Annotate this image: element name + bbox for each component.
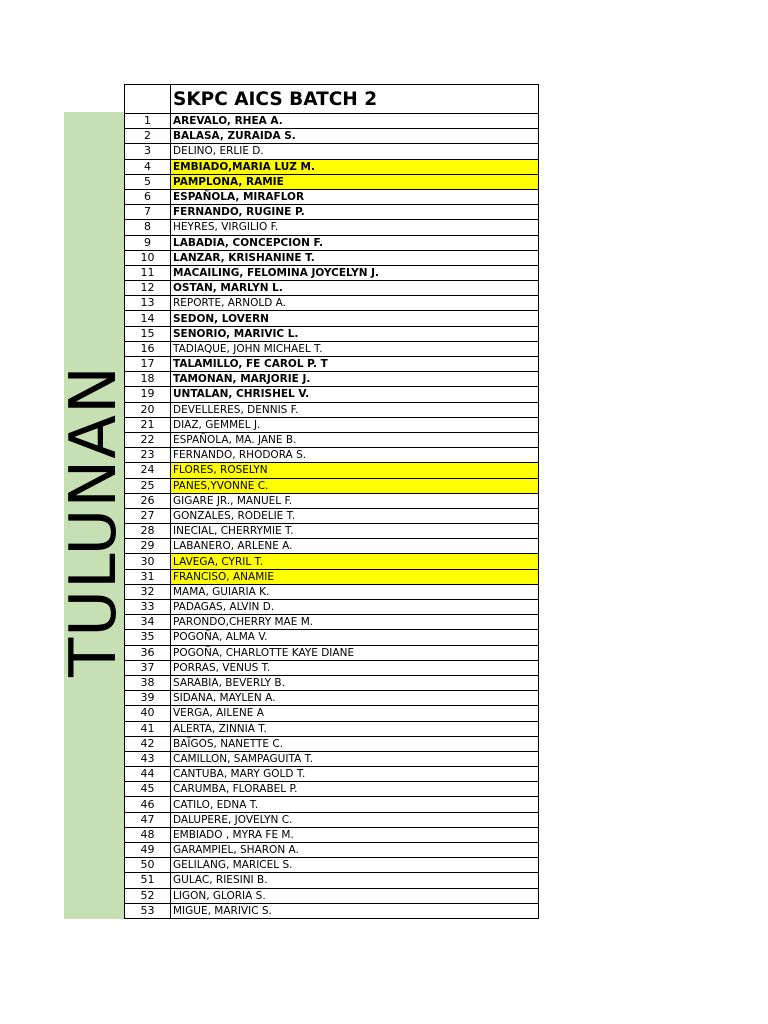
row-number: 39 <box>125 691 171 706</box>
row-number: 48 <box>125 827 171 842</box>
row-name: CARUMBA, FLORABEL P. <box>171 782 539 797</box>
table-row <box>125 767 539 782</box>
table-row <box>125 387 539 402</box>
row-number: 18 <box>125 372 171 387</box>
row-number: 53 <box>125 903 171 918</box>
row-number: 27 <box>125 508 171 523</box>
row-number: 31 <box>125 569 171 584</box>
row-number: 22 <box>125 432 171 447</box>
row-number: 6 <box>125 189 171 204</box>
table-row <box>125 721 539 736</box>
row-name: ESPAÑOLA, MIRAFLOR <box>171 189 539 204</box>
table-row <box>125 205 539 220</box>
row-number: 38 <box>125 675 171 690</box>
row-name: SENORIO, MARIVIC L. <box>171 326 539 341</box>
table-row <box>125 630 539 645</box>
row-name: OSTAN, MARLYN L. <box>171 281 539 296</box>
table-row <box>125 812 539 827</box>
row-number: 34 <box>125 615 171 630</box>
row-name: LABANERO, ARLENE A. <box>171 539 539 554</box>
row-name: PANES,YVONNE C. <box>171 478 539 493</box>
row-name: SEDON, LOVERN <box>171 311 539 326</box>
row-number: 1 <box>125 114 171 129</box>
row-name: FRANCISO, ANAMIE <box>171 569 539 584</box>
row-name: LANZAR, KRISHANINE T. <box>171 250 539 265</box>
row-name: VERGA, AILENE A <box>171 706 539 721</box>
row-number: 29 <box>125 539 171 554</box>
row-name: DALUPERE, JOVELYN C. <box>171 812 539 827</box>
table-row <box>125 357 539 372</box>
table-row <box>125 584 539 599</box>
table-row <box>125 660 539 675</box>
row-name: GELILANG, MARICEL S. <box>171 858 539 873</box>
row-name: CANTUBA, MARY GOLD T. <box>171 767 539 782</box>
row-name: MAMA, GUIARIA K. <box>171 584 539 599</box>
row-name: SIDANA, MAYLEN A. <box>171 691 539 706</box>
row-number: 26 <box>125 493 171 508</box>
table-row <box>125 493 539 508</box>
row-name: REPORTE, ARNOLD A. <box>171 296 539 311</box>
row-name: GULAC, RIESINI B. <box>171 873 539 888</box>
row-name: BAÏGOS, NANETTE C. <box>171 736 539 751</box>
table-row <box>125 417 539 432</box>
row-name: ALERTA, ZINNIA T. <box>171 721 539 736</box>
row-number: 49 <box>125 843 171 858</box>
header-num-cell <box>125 85 171 114</box>
table-row <box>125 296 539 311</box>
table-row <box>125 843 539 858</box>
row-name: FERNANDO, RUGINE P. <box>171 205 539 220</box>
row-number: 47 <box>125 812 171 827</box>
table-row <box>125 402 539 417</box>
row-name: LABADIA, CONCEPCION F. <box>171 235 539 250</box>
row-number: 41 <box>125 721 171 736</box>
row-name: TADIAQUE, JOHN MICHAEL T. <box>171 341 539 356</box>
row-number: 9 <box>125 235 171 250</box>
roster-table <box>124 84 539 919</box>
table-row <box>125 159 539 174</box>
row-name: AREVALO, RHEA A. <box>171 114 539 129</box>
row-name: PORRAS, VENUS T. <box>171 660 539 675</box>
table-row <box>125 615 539 630</box>
table-row <box>125 706 539 721</box>
row-number: 11 <box>125 265 171 280</box>
row-number: 4 <box>125 159 171 174</box>
table-row <box>125 675 539 690</box>
row-name: PARONDO,CHERRY MAE M. <box>171 615 539 630</box>
row-name: DELINO, ERLIE D. <box>171 144 539 159</box>
table-row <box>125 326 539 341</box>
table-row <box>125 372 539 387</box>
row-number: 36 <box>125 645 171 660</box>
table-row <box>125 524 539 539</box>
row-name: TALAMILLO, FE CAROL P. T <box>171 357 539 372</box>
row-number: 40 <box>125 706 171 721</box>
table-row <box>125 888 539 903</box>
row-name: FERNANDO, RHODORA S. <box>171 448 539 463</box>
row-number: 13 <box>125 296 171 311</box>
row-name: GIGARE JR., MANUEL F. <box>171 493 539 508</box>
table-row <box>125 311 539 326</box>
table-row <box>125 432 539 447</box>
side-label-container <box>57 112 131 919</box>
row-name: FLORES, ROSELYN <box>171 463 539 478</box>
row-name: PAMPLONA, RAMIE <box>171 174 539 189</box>
row-number: 3 <box>125 144 171 159</box>
row-number: 20 <box>125 402 171 417</box>
table-row <box>125 144 539 159</box>
row-number: 19 <box>125 387 171 402</box>
row-number: 2 <box>125 129 171 144</box>
row-number: 14 <box>125 311 171 326</box>
row-number: 42 <box>125 736 171 751</box>
row-number: 28 <box>125 524 171 539</box>
row-name: SARABIA, BEVERLY B. <box>171 675 539 690</box>
table-row <box>125 129 539 144</box>
table-row <box>125 220 539 235</box>
table-row <box>125 539 539 554</box>
row-name: DIAZ, GEMMEL J. <box>171 417 539 432</box>
row-number: 33 <box>125 600 171 615</box>
table-row <box>125 508 539 523</box>
table-row <box>125 250 539 265</box>
table-row <box>125 554 539 569</box>
table-row <box>125 189 539 204</box>
row-name: ESPAÑOLA, MA. JANE B. <box>171 432 539 447</box>
row-name: DEVELLERES, DENNIS F. <box>171 402 539 417</box>
table-row <box>125 797 539 812</box>
table-row <box>125 691 539 706</box>
table-row <box>125 736 539 751</box>
table-row <box>125 265 539 280</box>
row-name: EMBIADO , MYRA FE M. <box>171 827 539 842</box>
row-name: GARAMPIEL, SHARON A. <box>171 843 539 858</box>
table-row <box>125 782 539 797</box>
row-number: 7 <box>125 205 171 220</box>
row-name: MIGUE, MARIVIC S. <box>171 903 539 918</box>
row-name: INECIAL, CHERRYMIE T. <box>171 524 539 539</box>
header-row <box>125 85 539 114</box>
row-name: LAVEGA, CYRIL T. <box>171 554 539 569</box>
row-number: 17 <box>125 357 171 372</box>
table-row <box>125 873 539 888</box>
row-name: GONZALES, RODELIE T. <box>171 508 539 523</box>
table-row <box>125 827 539 842</box>
row-name: UNTALAN, CHRISHEL V. <box>171 387 539 402</box>
row-name: CATILO, EDNA T. <box>171 797 539 812</box>
row-number: 21 <box>125 417 171 432</box>
row-number: 35 <box>125 630 171 645</box>
sheet-title: SKPC AICS BATCH 2 <box>171 85 539 114</box>
row-number: 10 <box>125 250 171 265</box>
row-number: 32 <box>125 584 171 599</box>
row-name: EMBIADO,MARIA LUZ M. <box>171 159 539 174</box>
table-row <box>125 600 539 615</box>
row-name: TAMONAN, MARJORIE J. <box>171 372 539 387</box>
row-number: 50 <box>125 858 171 873</box>
roster-body <box>125 85 539 919</box>
row-number: 37 <box>125 660 171 675</box>
row-number: 23 <box>125 448 171 463</box>
row-number: 12 <box>125 281 171 296</box>
row-name: BALASA, ZURAIDA S. <box>171 129 539 144</box>
table-row <box>125 858 539 873</box>
row-name: PADAGAS, ALVIN D. <box>171 600 539 615</box>
table-row <box>125 341 539 356</box>
table-row <box>125 645 539 660</box>
row-number: 30 <box>125 554 171 569</box>
table-row <box>125 174 539 189</box>
row-number: 25 <box>125 478 171 493</box>
row-number: 15 <box>125 326 171 341</box>
row-name: POGOÑA, ALMA V. <box>171 630 539 645</box>
row-number: 24 <box>125 463 171 478</box>
row-name: LIGON, GLORIA S. <box>171 888 539 903</box>
row-name: MACAILING, FELOMINA JOYCELYN J. <box>171 265 539 280</box>
table-row <box>125 114 539 129</box>
row-number: 46 <box>125 797 171 812</box>
table-row <box>125 903 539 918</box>
row-number: 44 <box>125 767 171 782</box>
side-label: TULUNAN <box>57 364 131 677</box>
row-name: CAMILLON, SAMPAGUITA T. <box>171 751 539 766</box>
row-number: 16 <box>125 341 171 356</box>
table-row <box>125 463 539 478</box>
table-row <box>125 478 539 493</box>
row-name: POGOÑA, CHARLOTTE KAYE DIANE <box>171 645 539 660</box>
table-row <box>125 235 539 250</box>
table-row <box>125 448 539 463</box>
row-number: 52 <box>125 888 171 903</box>
row-number: 8 <box>125 220 171 235</box>
row-number: 51 <box>125 873 171 888</box>
row-number: 45 <box>125 782 171 797</box>
row-number: 5 <box>125 174 171 189</box>
row-name: HEYRES, VIRGILIO F. <box>171 220 539 235</box>
table-row <box>125 281 539 296</box>
row-number: 43 <box>125 751 171 766</box>
table-row <box>125 569 539 584</box>
table-row <box>125 751 539 766</box>
